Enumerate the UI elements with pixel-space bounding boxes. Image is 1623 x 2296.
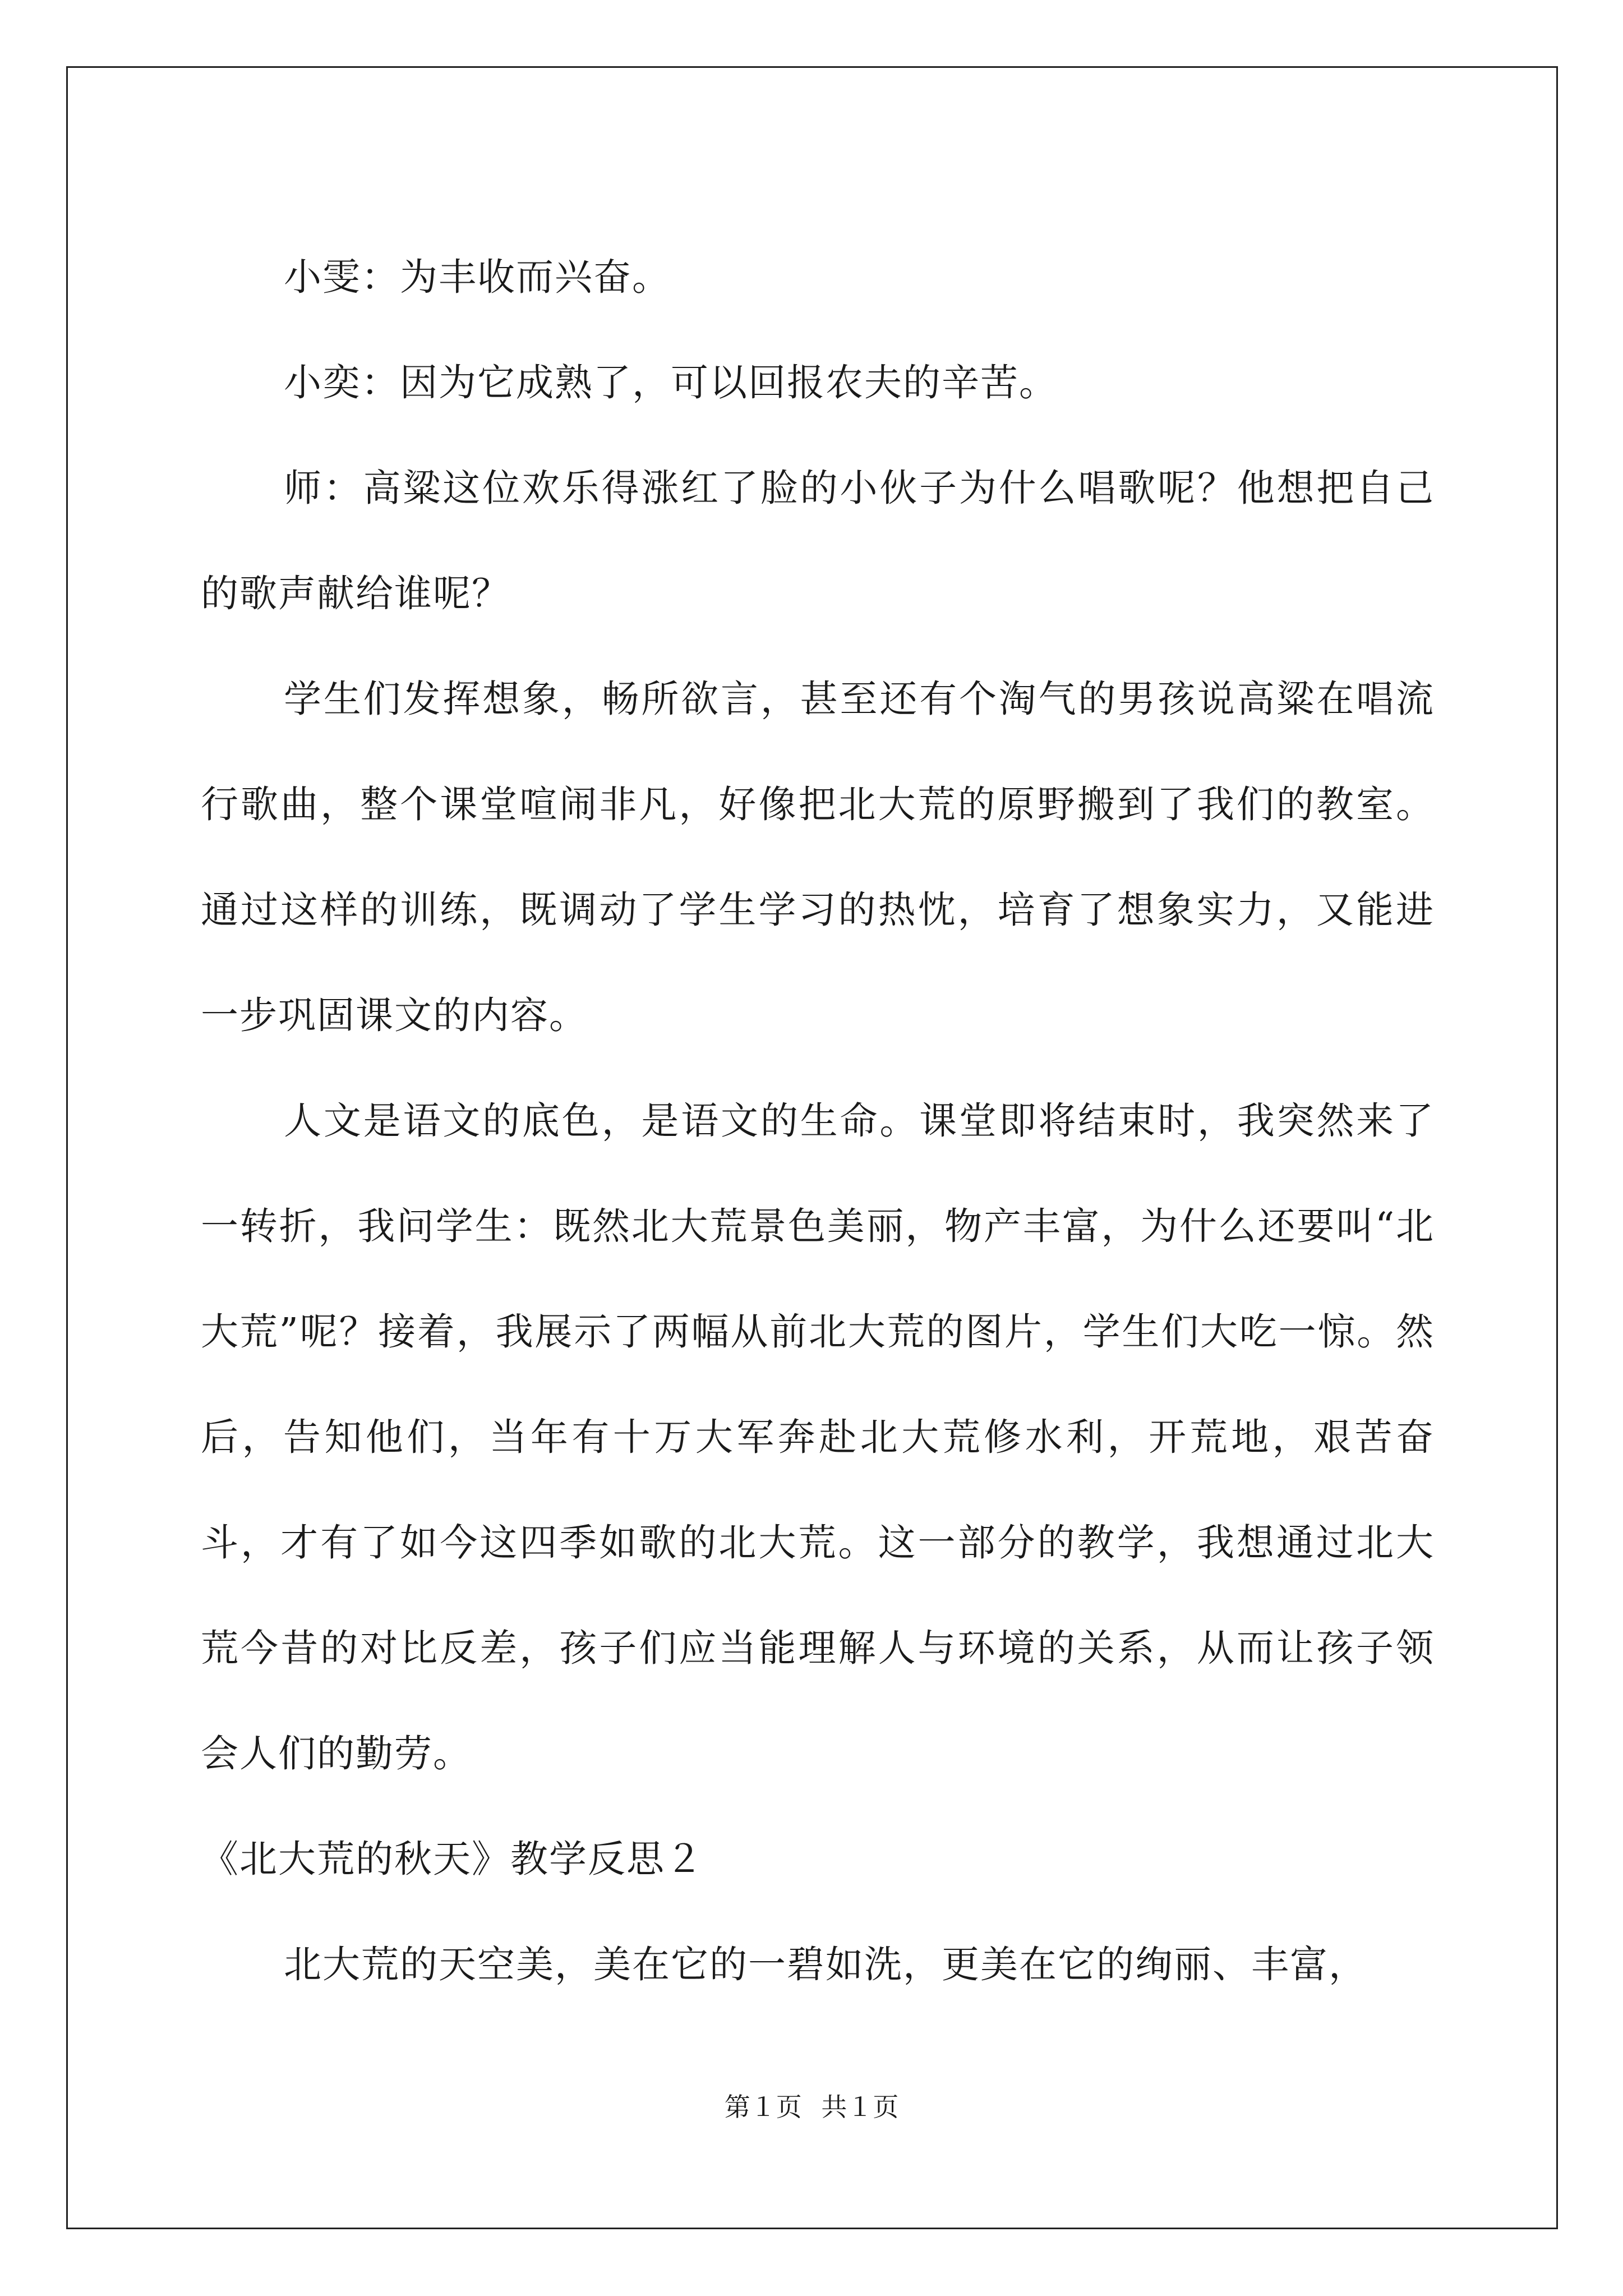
page-number: 第１页 (724, 2092, 802, 2122)
page-total: 共１页 (821, 2092, 899, 2122)
paragraph-4: 学生们发挥想象，畅所欲言，甚至还有个淘气的男孩说高粱在唱流行歌曲，整个课堂喧闹非凡，好像把北大荒的原野搬到了我们的教室。通过这样的训练，既调动了学生学习的热忱，培育了想象实力，又能进一步巩固课文的内容。 (201, 677, 1435, 1037)
paragraph-1: 小雯：为丰收而兴奋。 (284, 255, 671, 299)
paragraph-5: 人文是语文的底色，是语文的生命。课堂即将结束时，我突然来了一转折，我问学生：既然北大荒景色美丽，物产丰富，为什么还要叫“北大荒”呢？接着，我展示了两幅从前北大荒的图片，学生们大吃一惊。然后，告知他们，当年有十万大军奔赴北大荒修水利，开荒地，艰苦奋斗，才有了如今这四季如歌的北大荒。这一部分的教学，我想通过北大荒今昔的对比反差，孩子们应当能理解人与环境的关系，从而让孩子领会人们的勤劳。 (201, 1099, 1435, 1775)
page-footer (0, 2087, 1623, 2124)
section-heading: 《北大荒的秋天》教学反思２ (201, 1837, 704, 1881)
paragraph-6: 北大荒的天空美，美在它的一碧如洗，更美在它的绚丽、丰富， (284, 1943, 1367, 1986)
document-body (201, 224, 1435, 2017)
paragraph-3: 师：高粱这位欢乐得涨红了脸的小伙子为什么唱歌呢？他想把自己的歌声献给谁呢？ (201, 466, 1435, 615)
paragraph-2: 小奕：因为它成熟了，可以回报农夫的辛苦。 (284, 361, 1058, 404)
